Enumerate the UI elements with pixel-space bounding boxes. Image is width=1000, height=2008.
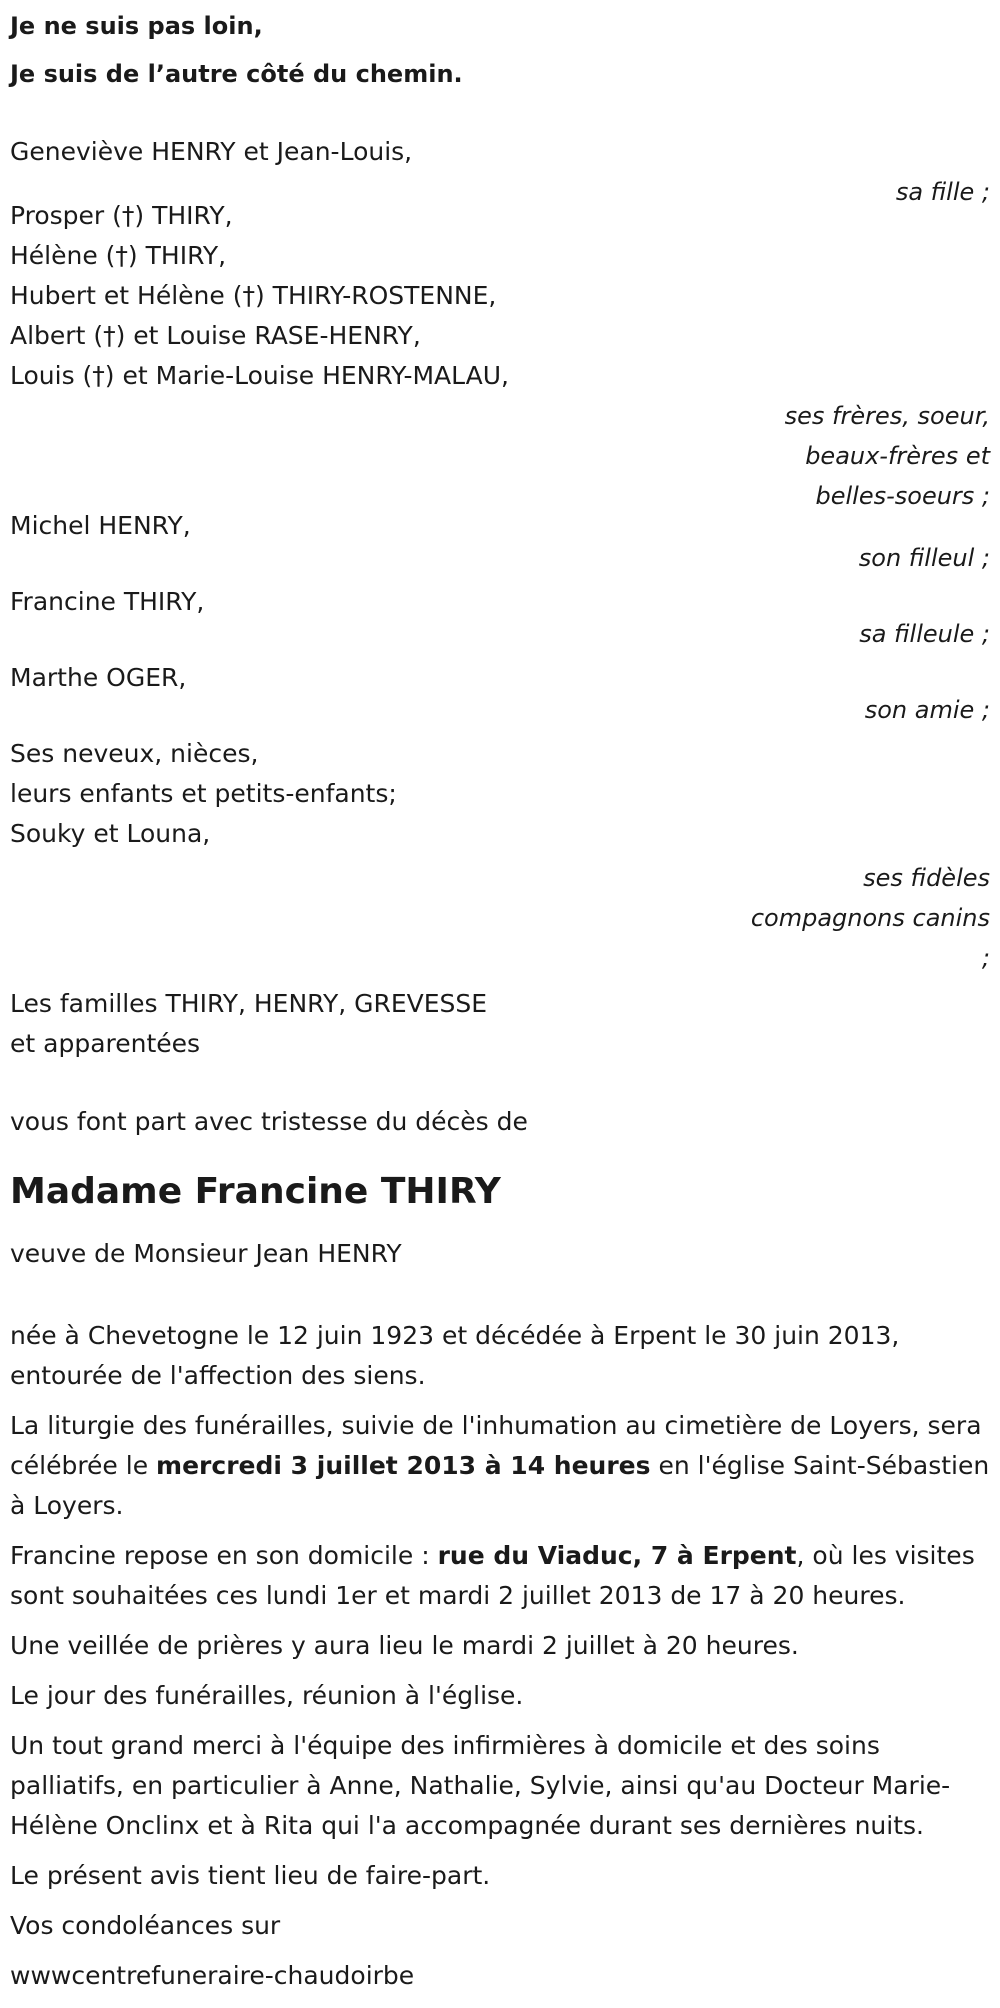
condolences-paragraph: Vos condoléances sur [10,1911,281,1940]
vigil-paragraph: Une veillée de prières y aura lieu le mardi 2 juillet à 20 heures. [10,1631,799,1660]
family-role: sa filleule ; [859,620,990,648]
family-name-line: Hubert et Hélène (†) THIRY-ROSTENNE, [10,281,497,310]
family-goddaughter [10,582,990,654]
obituary-page [10,0,990,2006]
family-name-line: Louis (†) et Marie-Louise HENRY-MALAU, [10,361,509,390]
family-friend [10,658,990,730]
family-name-line: Albert (†) et Louise RASE-HENRY, [10,321,421,350]
family-name-line: Michel HENRY, [10,511,191,540]
liturgy-paragraph [10,1406,990,1526]
rest-address: rue du Viaduc, 7 à Erpent [437,1541,797,1570]
family-role: ses fidèles [863,864,990,892]
liturgy-place: en l'église Saint-Sébastien à Loyers. [10,1451,990,1520]
family-role: belles-soeurs ; [815,482,990,510]
family-name-line: Prosper (†) THIRY, [10,201,233,230]
family-nephews [10,734,990,978]
family-name-line: Geneviève HENRY et Jean-Louis, [10,137,413,166]
family-name-line: et apparentées [10,1029,201,1058]
family-name-line: Hélène (†) THIRY, [10,241,227,270]
family-role: son amie ; [864,696,990,724]
family-role: son filleul ; [858,544,990,572]
birth-paragraph: née à Chevetogne le 12 juin 1923 et décédée à Erpent le 30 juin 2013, entourée de l'affection des siens. [10,1321,900,1390]
family-name-line: Les familles THIRY, HENRY, GREVESSE [10,989,488,1018]
verse-line-2: Je suis de l’autre côté du chemin. [10,60,463,88]
verse-line-1: Je ne suis pas loin, [10,12,263,40]
rest-paragraph [10,1536,990,1616]
announcement: vous font part avec tristesse du décès de [10,1107,528,1136]
family-name-line: Marthe OGER, [10,663,187,692]
family-extended [10,984,990,1064]
family-role: beaux-frères et [805,442,990,470]
family-name-line: leurs enfants et petits-enfants; [10,779,397,808]
website-link[interactable]: wwwcentrefuneraire-chaudoirbe [10,1961,415,1990]
rest-visits: , où les visites sont souhaitées ces lundi 1er et mardi 2 juillet 2013 de 17 à 20 heures. [10,1541,975,1610]
liturgy-date: mercredi 3 juillet 2013 à 14 heures [156,1451,651,1480]
family-siblings [10,196,990,516]
family-name-line: Ses neveux, nièces, [10,739,259,768]
family-role: compagnons canins [750,904,990,932]
notice-paragraph: Le présent avis tient lieu de faire-part. [10,1861,491,1890]
rest-text: Francine repose en son domicile : [10,1541,438,1570]
widow-of: veuve de Monsieur Jean HENRY [10,1239,402,1268]
deceased-name: Madame Francine THIRY [10,1171,501,1212]
family-name-line: Francine THIRY, [10,587,205,616]
family-role: ; [981,944,990,972]
thanks-paragraph: Un tout grand merci à l'équipe des infirmières à domicile et des soins palliatifs, en particulier à Anne, Nathalie, Sylvie, ainsi qu'au Docteur Marie-Hélène Onclinx et à Rita qui l'a accompagnée durant ses dernières nuits. [10,1731,951,1840]
family-role: sa fille ; [895,178,990,206]
liturgy-text: La liturgie des funérailles, suivie de l'inhumation au cimetière de Loyers, sera célébrée le [10,1411,982,1480]
family-godson [10,506,990,578]
family-name-line: Souky et Louna, [10,819,211,848]
meeting-paragraph: Le jour des funérailles, réunion à l'église. [10,1681,524,1710]
verse [10,2,990,98]
family-role: ses frères, soeur, [784,402,990,430]
